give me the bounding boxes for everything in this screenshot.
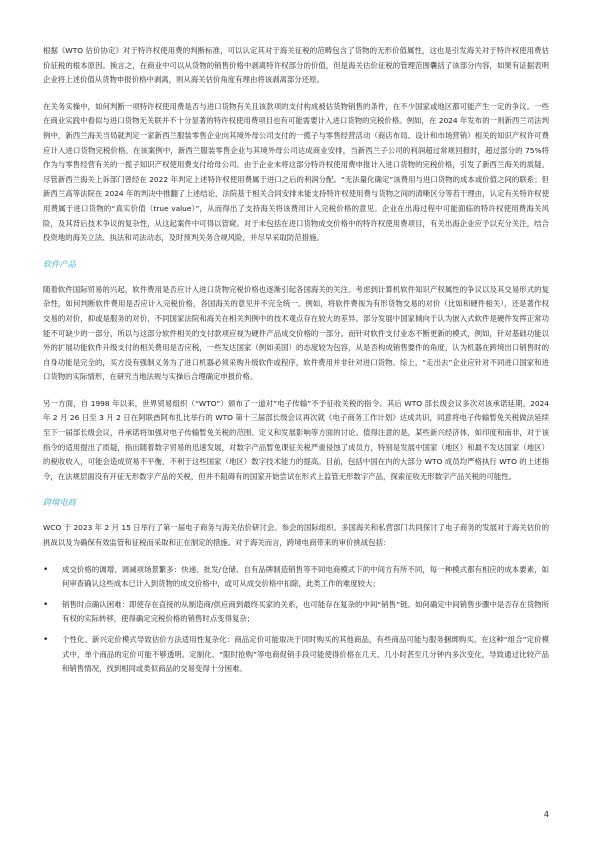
list-item [43,598,549,627]
page-number: 4 [543,810,549,819]
challenge-list [43,563,549,677]
bullet-icon: • [43,599,49,610]
body-paragraph: 根据《WTO 估价协定》对于特许权使用费的判断标准，可以认定其对于海关征税的范畴包含了货物的无形价值属性，这也是引发海关对于特许权使用费估价征税的根本原因。换言之，在商业中可以从货物的销售价格中剥离特许权部分的价值，但是海关估价征税的管理范围囊括了该部分内容，如果有证据表明企业将上述价值从货物申报价格中剥离，则从海关估价角度有理由将该剥离部分还原。 [43,46,549,85]
list-item-text: 销售时点确认困难：即使存在直接的从制造商/供应商到最终买家的关系，也可能存在复杂的中间“销售”链。如何确定中间销售步骤中是否存在货物所有权的实际转移，使得确定完税价格的销售时点变得复杂； [62,599,549,624]
list-item [43,633,549,677]
section-heading-ecommerce: 跨境电商 [43,497,76,508]
list-item [43,563,549,592]
bullet-icon: • [43,564,49,575]
bullet-icon: • [43,635,49,645]
list-item-text: 个性化、新兴定价模式导致估价方法适用性复杂化：商品定价可能取决于同时购买的其他商品，有些商品可能与服务捆绑购买。在这种“组合”定价模式中，单个商品的定价可能不够透明。定制化、“限时抢购”等电商促销手段可能使得价格在几天、几小时甚至几分钟内多次变化，导致通过比较产品和销售情况，找到相同或类似商品的交易变得十分困难。 [62,635,549,674]
body-paragraph: WCO 于 2023 年 2 月 15 日举行了第一届电子商务与海关估价研讨会。参会的国际组织、多国海关和私营部门共同探讨了电子商务的发展对于海关估价的挑战以及为确保有效监管和征税而采取和正在制定的措施。对于海关而言，跨境电商带来的审价挑战包括： [43,523,549,548]
body-paragraph: 随着软件国际贸易的兴起，软件费用是否应计入进口货物完税价格也逐渐引起各国海关的关注。考虑到计算机软件知识产权属性的争议以及其交易形式的复杂性，如何判断软件费用是否应计入完税价格，各国海关的意见并不完全统一。例如，将软件费视为有形货物交易的对价（比如和硬件相关），还是著作权交易的对价，抑或是服务的对价，不同国家法院和海关在相关判例中的技术观点存在较大的差异。部分发展中国家倾向于认为嵌入式软件是硬件发挥正常功能不可缺少的一部分，所以与这部分软件相关的支付款项应视为硬件产品成交价格的一部分。而针对软件支付业态不断更新的模式，例如，针对基础功能以外的扩展功能软件升级支付的相关费用是否应税，一些发达国家（例如美国）的态度较为包容，从是否构成销售要件的角度，认为机器在跨境出口销售时的自身功能是完全的，买方没有强制义务为了进口机器必须采购升级软件或程序，软件费用并非针对进口货物。综上，“走出去”企业应针对不同进口国家和进口货物的实际情形，在研究当地法规与实操后合理确定申报价格。 [43,284,549,382]
body-paragraph: 在关务实操中，如何判断一项特许权使用费是否与进口货物有关且该款项的支付构成被估货物销售的条件，在不少国家或地区都可能产生一定的争议。一些在商业实践中看似与进口货物无关联并不十分显著的特许权使用费项目也有可能需要计入进口货物的完税价格。例如，在 2024 年发布的一则新西兰司法判例中，新西兰海关当局就判定一家新西兰服装零售企业向其境外母公司支付的一揽子与零售经营活动（商店布局、设计和市场营销）相关的知识产权许可费应计入进口货物完税价格。在该案例中，新西兰服装零售企业与其境外母公司达成商业安排，当新西兰子公司的利润超过常规回报时，超过部分的 75%将作为与零售经营有关的一揽子知识产权使用费支付给母公司。由于企业未将这部分特许权使用费申报计入进口货物的完税价格，引发了新西兰海关的质疑。尽管新西兰海关上诉部门曾经在 2022 年判定上述特许权使用费属于进口之后的利润分配。“无法量化确定”该费用与进口货物的成本或价值之间的联系；但新西兰高等法院在 2024 年的判决中推翻了上述结论，法院基于相关合同安排未能支持特许权使用费与货物之间的清晰区分等若干理由，认定有关特许权使用费属于进口货物的“真实价值（true value）”，从而得出了支持海关将该费用计入完税价格的意见。企业在出海过程中可能面临的特许权使用费海关风险，及其背后技术争议的复杂性，从这起案件中可得以管窥。对于未包括在进口货物成交价格中的特许权使用费项目，有关出海企业应予以充分关注，结合投资地的海关立法、执法和司法动态，及时预判关务合规风险，并尽早采取防范措施。 [43,101,549,243]
list-item-text: 成交价格的调增、调减项场景繁多：快递、批发/仓储、自有品牌制造销售等不同电商模式下的中间方有所不同，每一种模式都有相应的成本要素，如何审查确认这些成本已计入到货物的成交价格中，或可从成交价格中扣除，此类工作的难度较大； [62,564,549,589]
body-paragraph: 另一方面，自 1998 年以来，世界贸易组织（“WTO”）颁布了一道对“电子传输”不予征收关税的指令。其后 WTO 部长级会议多次对该承诺延期。2024 年 2 月 26 日至 3 月 2 日在阿联酋阿布扎比举行的 WTO 第十三届部长级会议再次就《电子商务工作计划》达成共识，同意将电子传输暂免关税做法延续至下一届部长级会议，并承诺将加强对电子传输暂免关税的范围、定义和发展影响等方面的讨论。值得注意的是，某些新兴经济体，如印度和南非，对于该指令的适用提出了质疑，指出随着数字贸易的迅速发展，对数字产品暂免课征关税严重侵蚀了成员方，特别是发展中国家（地区）和最不发达国家（地区）的税收收入，可能会造成贸易不平衡，不利于这些国家（地区）数字技术能力的提高。目前，包括中国在内的大部分 WTO 成员均严格执行 WTO 的上述指令，在法规层面没有开征无形数字产品的关税，但并不阻碍有的国家开始尝试在形式上监管无形数字产品，探索征收无形数字产品关税的可能性。 [43,398,549,481]
section-heading-software: 软件产品 [43,258,76,269]
